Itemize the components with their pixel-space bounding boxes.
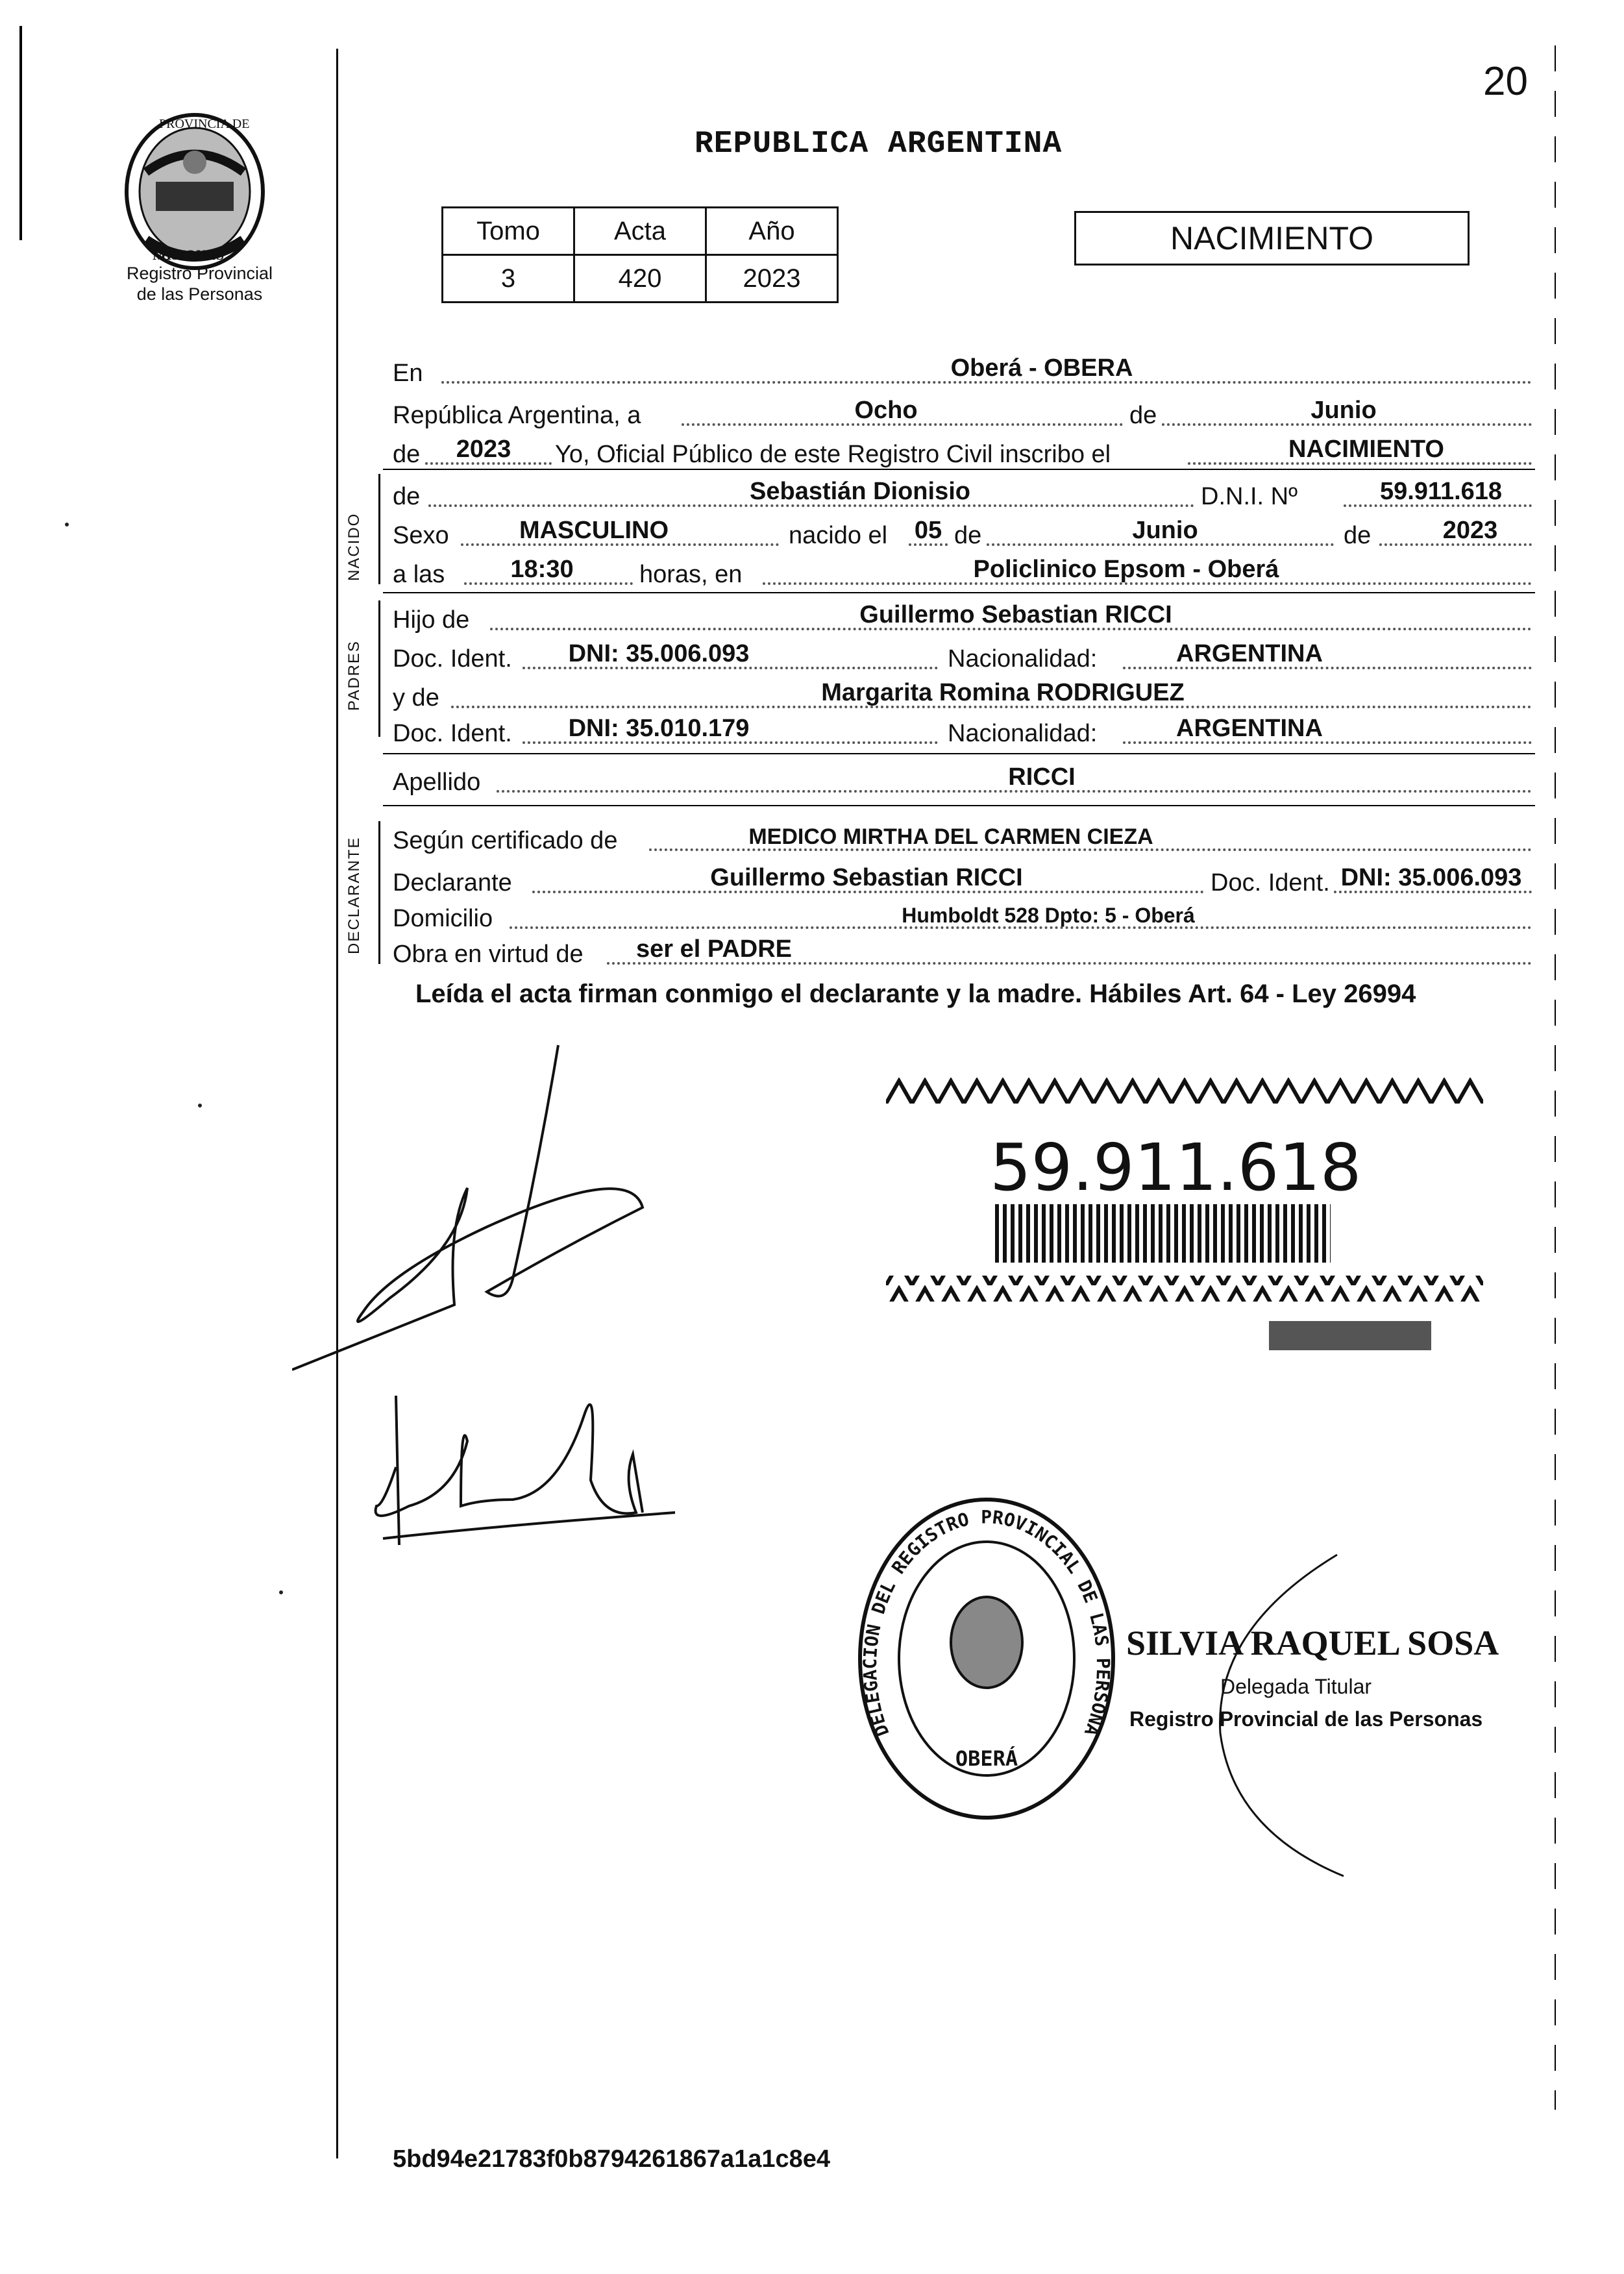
label-doc-ident: Doc. Ident. (393, 720, 512, 747)
section-rule-padres (378, 600, 380, 737)
row-declarante (393, 863, 1532, 900)
row-date (393, 396, 1532, 432)
closing-text: Leída el acta firman conmigo el declarante y la madre. Hábiles Art. 64 - Ley 26994 (415, 980, 1416, 1008)
document-hash: 5bd94e21783f0b8794261867a1a1c8e4 (393, 2145, 831, 2173)
label-sexo: Sexo (393, 522, 449, 549)
mother-nationality-value: ARGENTINA (1176, 715, 1323, 742)
separator (383, 805, 1535, 806)
record-type-box: NACIMIENTO (1074, 211, 1470, 266)
row-sexo (393, 516, 1532, 552)
header-anio: Año (706, 208, 838, 255)
label-doc-ident: Doc. Ident. (1211, 869, 1330, 896)
row-mother-doc (393, 714, 1532, 750)
obra-value: ser el PADRE (635, 935, 793, 963)
left-margin-bar (19, 26, 22, 240)
scan-speck (65, 523, 69, 526)
domicilio-value: Humboldt 528 Dpto: 5 - Oberá (902, 904, 1195, 927)
label-domicilio: Domicilio (393, 905, 493, 932)
day-word-value: Ocho (854, 397, 918, 424)
birth-year-value: 2023 (1442, 517, 1498, 544)
row-nacido-name (393, 477, 1532, 513)
label-nacionalidad: Nacionalidad: (948, 720, 1098, 747)
logo-text-top: PROVINCIA DE (159, 117, 250, 131)
row-year (393, 435, 1532, 471)
label-nacionalidad: Nacionalidad: (948, 645, 1098, 673)
separator (383, 592, 1535, 593)
declarante-doc-value: DNI: 35.006.093 (1340, 864, 1522, 891)
place-value: Oberá - OBERA (950, 354, 1133, 382)
mother-signature (370, 1376, 682, 1590)
value-tomo: 3 (443, 255, 574, 303)
dni-stamp-number: 59.911.618 (990, 1130, 1362, 1205)
label-de: de (1129, 402, 1157, 429)
birth-month-value: Junio (1132, 517, 1198, 544)
section-label-padres: PADRES (345, 640, 363, 711)
dni-stamp (886, 1078, 1483, 1350)
label-segun-certificado: Según certificado de (393, 827, 618, 854)
agency-caption-line1: Registro Provincial (126, 264, 273, 283)
label-hijo-de: Hijo de (393, 606, 470, 634)
father-nationality-value: ARGENTINA (1176, 640, 1323, 667)
label-nacido-el: nacido el (789, 522, 888, 549)
label-en: En (393, 360, 423, 387)
label-de: de (954, 522, 982, 549)
country-title: REPUBLICA ARGENTINA (695, 127, 1063, 162)
seal-ring-text: DELEGACION DEL REGISTRO PROVINCIAL DE LAS PERSONA (859, 1506, 1114, 1740)
agency-caption-line2: de las Personas (136, 284, 263, 304)
label-republica: República Argentina, a (393, 402, 641, 429)
label-obra-en-virtud: Obra en virtud de (393, 941, 584, 968)
father-name-value: Guillermo Sebastian RICCI (859, 601, 1172, 628)
separator (383, 753, 1535, 754)
value-acta: 420 (574, 255, 706, 303)
header-acta: Acta (574, 208, 706, 255)
declarant-signature (292, 1032, 656, 1396)
agency-caption (114, 263, 286, 304)
header-tomo: Tomo (443, 208, 574, 255)
row-hora (393, 555, 1532, 591)
mother-name-value: Margarita Romina RODRIGUEZ (821, 679, 1185, 706)
scan-speck (198, 1104, 202, 1107)
row-domicilio (393, 899, 1532, 935)
declarante-name-value: Guillermo Sebastian RICCI (710, 864, 1023, 891)
logo-text-bottom: MISIONES (153, 247, 225, 263)
certificate-value: MEDICO MIRTHA DEL CARMEN CIEZA (748, 824, 1153, 849)
document-right-rule (1555, 45, 1556, 2110)
row-apellido (393, 763, 1532, 799)
row-father-doc (393, 639, 1532, 676)
section-rule-declarante (378, 821, 380, 964)
label-apellido: Apellido (393, 769, 481, 796)
separator (383, 469, 1535, 470)
label-de: de (393, 483, 421, 510)
child-name-value: Sebastián Dionisio (750, 478, 970, 505)
year-value: 2023 (456, 436, 511, 463)
label-horas-en: horas, en (639, 561, 743, 588)
row-obra (393, 935, 1532, 971)
section-rule-nacido (378, 474, 380, 584)
child-dni-value: 59.911.618 (1379, 478, 1503, 505)
act-value: NACIMIENTO (1288, 436, 1444, 463)
birth-time-value: 18:30 (510, 556, 574, 583)
reference-table (441, 206, 839, 303)
label-dni: D.N.I. Nº (1201, 483, 1298, 510)
birth-day-value: 05 (914, 517, 942, 544)
sexo-value: MASCULINO (519, 517, 669, 544)
statement-text: Yo, Oficial Público de este Registro Civil inscribo el (555, 441, 1111, 468)
birthplace-value: Policlinico Epsom - Oberá (973, 556, 1279, 583)
father-doc-value: DNI: 35.006.093 (568, 640, 750, 667)
label-de: de (1344, 522, 1372, 549)
mother-doc-value: DNI: 35.010.179 (568, 715, 750, 742)
row-y-de (393, 678, 1532, 715)
row-en (393, 354, 1532, 390)
seal-city: OBERÁ (955, 1746, 1018, 1771)
official-role: Delegada Titular (1220, 1675, 1372, 1698)
label-de2: de (393, 441, 421, 468)
stamp-decoration (886, 1078, 1483, 1350)
official-name: SILVIA RAQUEL SOSA (1126, 1624, 1499, 1662)
official-office: Registro Provincial de las Personas (1129, 1707, 1483, 1731)
month-value: Junio (1310, 397, 1377, 424)
section-label-nacido: NACIDO (345, 512, 363, 581)
page-number: 20 (1483, 59, 1528, 104)
label-y-de: y de (393, 684, 439, 711)
label-doc-ident: Doc. Ident. (393, 645, 512, 673)
section-label-declarante: DECLARANTE (345, 836, 363, 954)
value-anio: 2023 (706, 255, 838, 303)
row-certificado (393, 821, 1532, 858)
label-a-las: a las (393, 561, 445, 588)
apellido-value: RICCI (1008, 763, 1076, 791)
label-declarante: Declarante (393, 869, 512, 896)
scan-speck (279, 1590, 283, 1594)
row-hijo-de (393, 600, 1532, 637)
registry-seal (850, 1487, 1123, 1831)
